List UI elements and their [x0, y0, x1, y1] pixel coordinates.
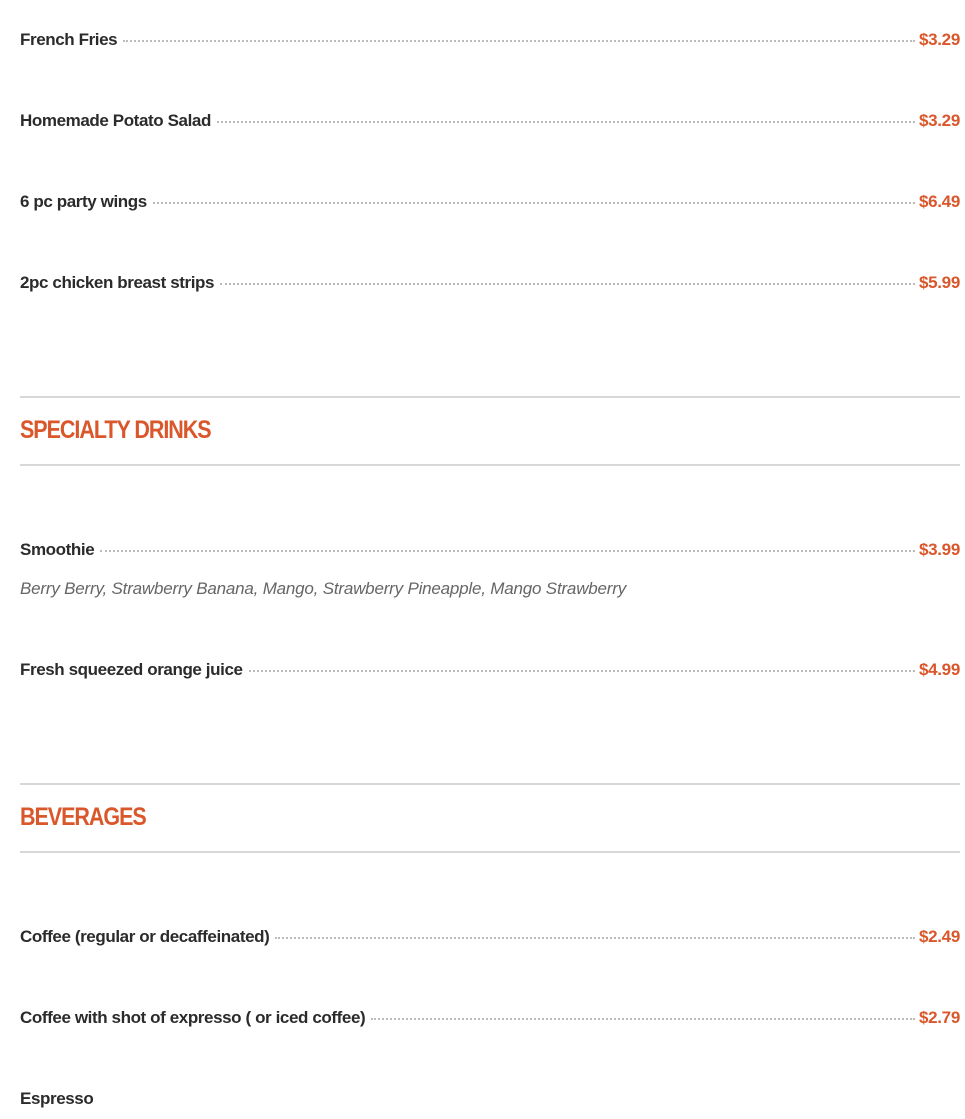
item-name: 2pc chicken breast strips	[20, 273, 215, 292]
menu-item-coffee	[20, 927, 960, 947]
item-price: $4.99	[918, 660, 960, 679]
section-title-specialty-drinks: SPECIALTY DRINKS	[20, 416, 211, 444]
item-price: $5.99	[918, 273, 960, 292]
dot-leader	[100, 550, 915, 552]
menu-item-french-fries	[20, 30, 960, 50]
dot-leader	[275, 937, 915, 939]
item-price: $3.29	[918, 30, 960, 49]
item-name: Espresso	[20, 1089, 94, 1108]
section-divider-bottom	[20, 851, 960, 853]
menu-item-potato-salad	[20, 111, 960, 131]
item-name: Coffee with shot of expresso ( or iced coffee)	[20, 1008, 366, 1027]
menu-item-orange-juice	[20, 660, 960, 680]
item-price: $3.99	[918, 540, 960, 559]
menu-item-chicken-strips	[20, 273, 960, 293]
item-name: Homemade Potato Salad	[20, 111, 211, 130]
dot-leader	[249, 670, 915, 672]
dot-leader	[123, 40, 915, 42]
item-name: French Fries	[20, 30, 118, 49]
menu-item-smoothie	[20, 540, 960, 560]
item-name: Coffee (regular or decaffeinated)	[20, 927, 270, 946]
dot-leader	[153, 202, 915, 204]
dot-leader	[371, 1018, 915, 1020]
menu-item-espresso	[20, 1089, 960, 1109]
item-name: Fresh squeezed orange juice	[20, 660, 243, 679]
dot-leader	[217, 121, 915, 123]
item-name: 6 pc party wings	[20, 192, 147, 211]
item-description: Berry Berry, Strawberry Banana, Mango, Strawberry Pineapple, Mango Strawberry	[20, 579, 626, 598]
item-name: Smoothie	[20, 540, 95, 559]
dot-leader	[220, 283, 915, 285]
section-divider-top	[20, 783, 960, 785]
section-divider-top	[20, 396, 960, 398]
item-price: $6.49	[918, 192, 960, 211]
item-price: $3.29	[918, 111, 960, 130]
menu-item-coffee-expresso	[20, 1008, 960, 1028]
section-divider-bottom	[20, 464, 960, 466]
menu-item-party-wings	[20, 192, 960, 212]
section-title-beverages: BEVERAGES	[20, 803, 146, 831]
item-price: $2.49	[918, 927, 960, 946]
item-price: $2.79	[918, 1008, 960, 1027]
